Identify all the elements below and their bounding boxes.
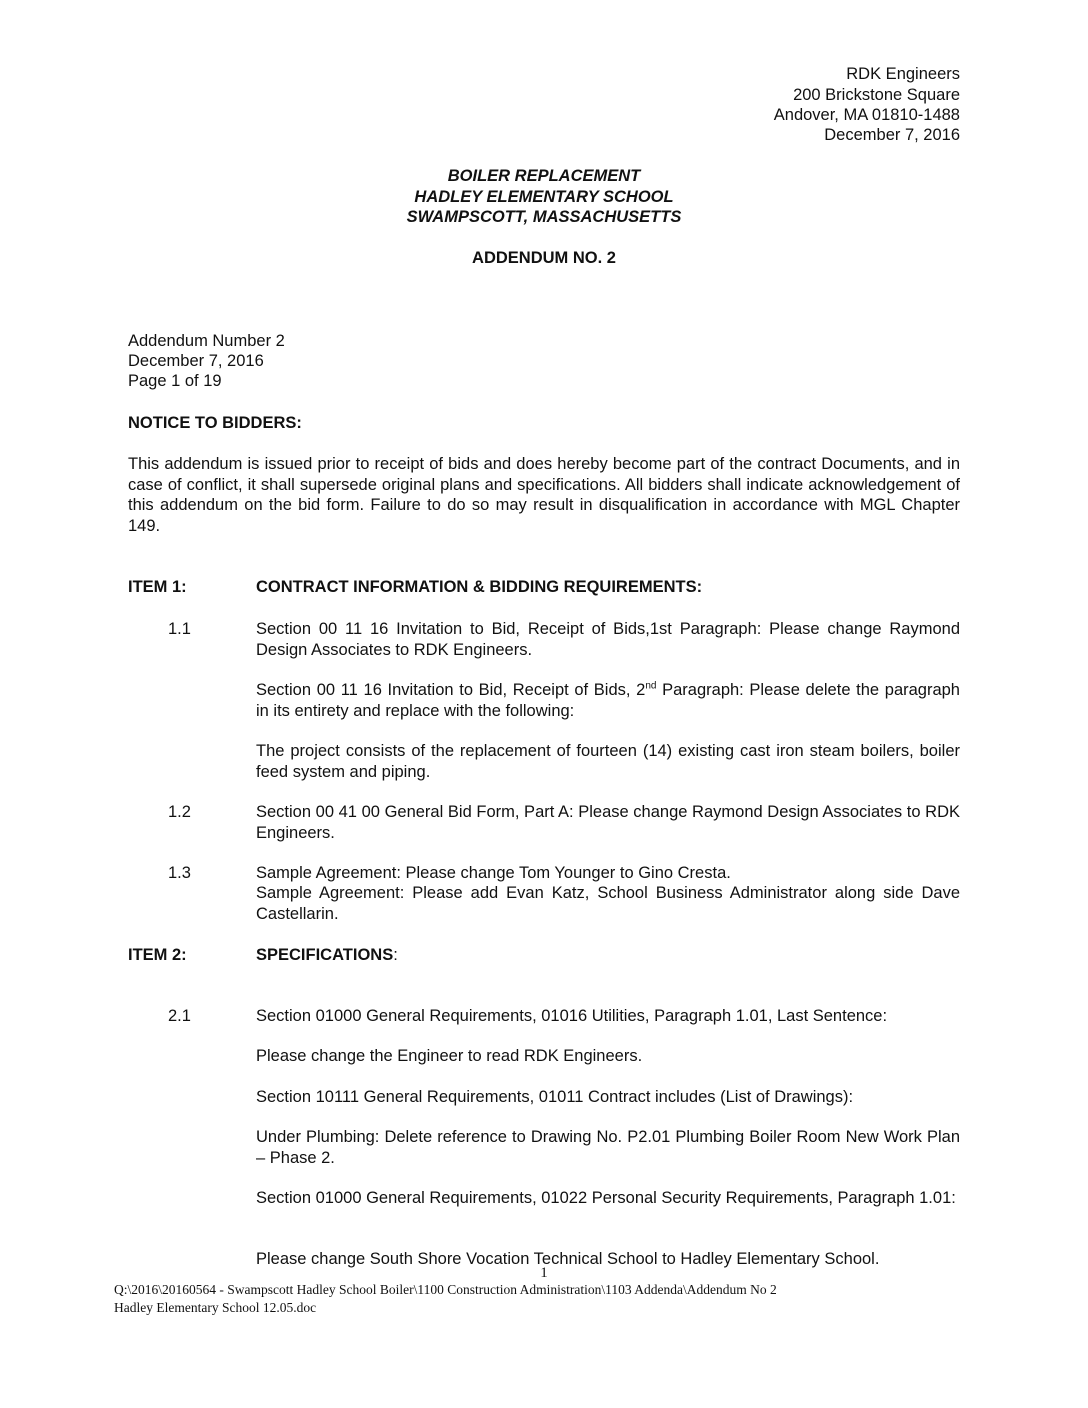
footer-path-line-1: Q:\2016\20160564 - Swampscott Hadley School Boiler\1100 Construction Administration\1103 Addenda\Addendum No 2: [114, 1282, 777, 1297]
item-1-1-paragraph-a: Section 00 11 16 Invitation to Bid, Receipt of Bids,1st Paragraph: Please change Raymond Design Associates to RDK Engineers.: [256, 620, 960, 659]
title-line-2: HADLEY ELEMENTARY SCHOOL: [414, 188, 674, 206]
item-2-1-paragraph-c: Section 10111 General Requirements, 01011 Contract includes (List of Drawings):: [256, 1088, 854, 1106]
letterhead-date: December 7, 2016: [824, 126, 960, 144]
item-2-1-paragraph-f: Please change South Shore Vocation Technical School to Hadley Elementary School.: [256, 1250, 880, 1268]
item-1-2-number: 1.2: [168, 803, 191, 821]
item-1-heading: CONTRACT INFORMATION & BIDDING REQUIREMENTS:: [256, 578, 703, 596]
item-1-3-paragraph-b: Sample Agreement: Please add Evan Katz, School Business Administrator along side Dave Castellarin.: [256, 884, 960, 923]
item-2-1-number: 2.1: [168, 1007, 191, 1025]
letterhead-city: Andover, MA 01810-1488: [773, 106, 960, 124]
item-2-1-paragraph-a: Section 01000 General Requirements, 01016 Utilities, Paragraph 1.01, Last Sentence:: [256, 1007, 888, 1025]
item-2-heading-wrap: SPECIFICATIONS:: [256, 946, 398, 964]
title-line-1: BOILER REPLACEMENT: [447, 167, 641, 185]
addendum-heading: ADDENDUM NO. 2: [472, 249, 616, 267]
title-line-3: SWAMPSCOTT, MASSACHUSETTS: [406, 208, 682, 226]
item-2-1-paragraph-b: Please change the Engineer to read RDK Engineers.: [256, 1047, 643, 1065]
footer-path-line-2: Hadley Elementary School 12.05.doc: [114, 1300, 317, 1315]
item-2-heading: SPECIFICATIONS: [256, 946, 394, 964]
item-1-1-number: 1.1: [168, 620, 191, 638]
notice-body: This addendum is issued prior to receipt of bids and does hereby become part of the contract Documents, and in case of conflict, it shall supersede original plans and specifications. All bidders shall indicate acknowledgement of this addendum on the bid form. Failure to do so may result in disqualification in accordance with MGL Chapter 149.: [128, 455, 960, 535]
letterhead-street: 200 Brickstone Square: [793, 86, 960, 104]
letterhead-company: RDK Engineers: [846, 65, 960, 83]
item-1-1-paragraph-c: The project consists of the replacement of fourteen (14) existing cast iron steam boilers, boiler feed system and piping.: [256, 742, 960, 781]
item-2-1-paragraph-d: Under Plumbing: Delete reference to Drawing No. P2.01 Plumbing Boiler Room New Work Plan – Phase 2.: [256, 1128, 960, 1167]
notice-heading: NOTICE TO BIDDERS:: [128, 414, 302, 432]
item-1-2-paragraph: Section 00 41 00 General Bid Form, Part A: Please change Raymond Design Associates to RDK Engineers.: [256, 803, 960, 842]
item-1-3-number: 1.3: [168, 864, 191, 882]
addendum-number: Addendum Number 2: [128, 332, 285, 350]
page-count: Page 1 of 19: [128, 372, 222, 390]
page-number: 1: [540, 1265, 548, 1281]
item-2-label: ITEM 2:: [128, 946, 187, 964]
item-1-1-paragraph-b: Section 00 11 16 Invitation to Bid, Receipt of Bids, 2nd Paragraph: Please delete the paragraph in its entirety and replace with the following:: [256, 680, 960, 720]
item-1-3-paragraph-a: Sample Agreement: Please change Tom Younger to Gino Cresta.: [256, 864, 731, 882]
item-1-label: ITEM 1:: [128, 578, 187, 596]
item-2-1-paragraph-e: Section 01000 General Requirements, 01022 Personal Security Requirements, Paragraph 1.01:: [256, 1189, 956, 1207]
addendum-date: December 7, 2016: [128, 352, 264, 370]
